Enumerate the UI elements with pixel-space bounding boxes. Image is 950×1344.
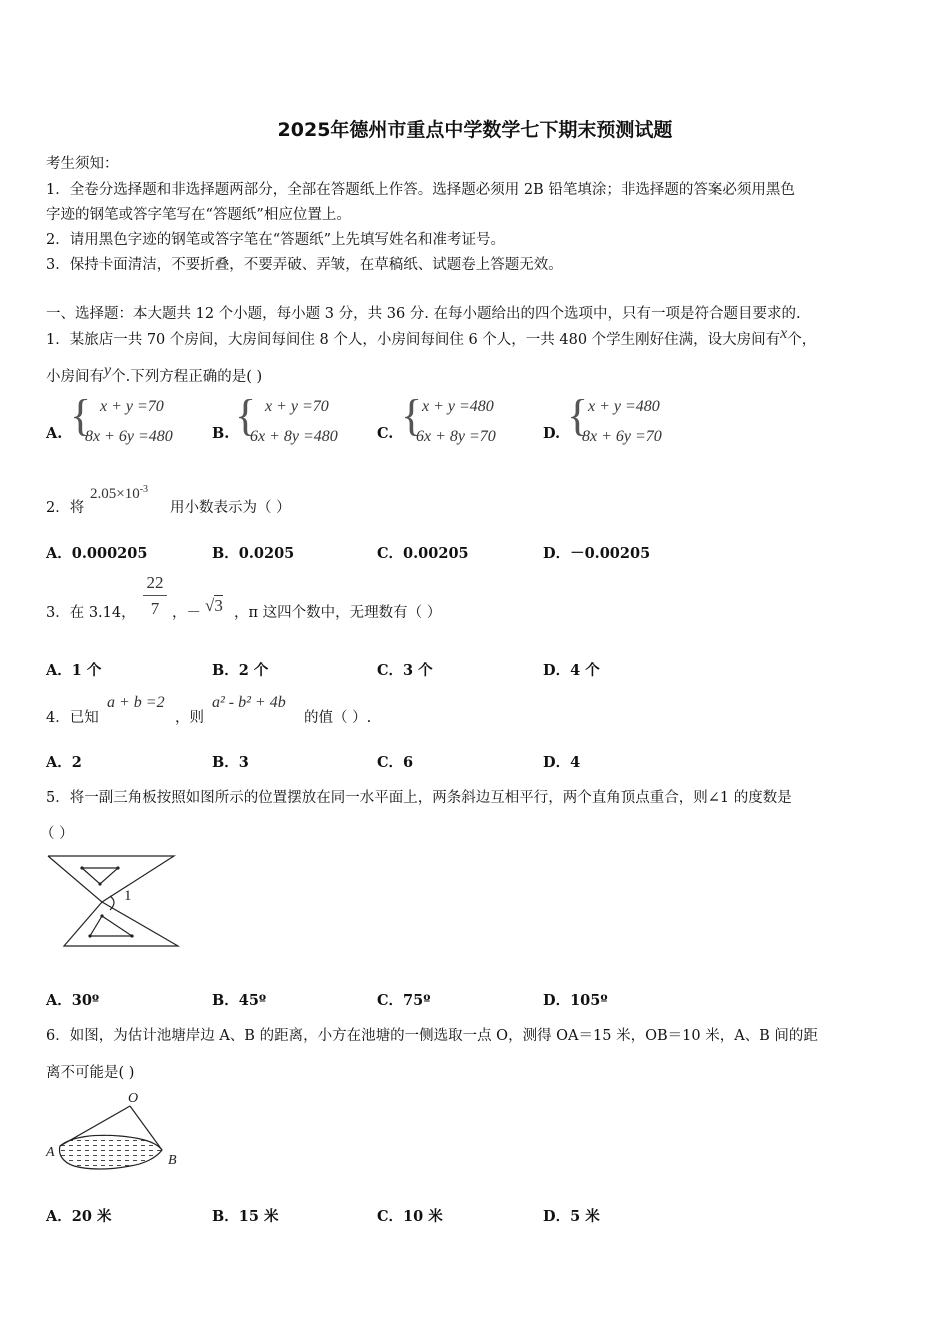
q4-option-b[interactable]: B．3 bbox=[212, 754, 249, 771]
notice-item-3: 3．保持卡面清洁，不要折叠，不要弄破、弄皱，在草稿纸、试题卷上答题无效。 bbox=[46, 257, 563, 273]
q3-text-end: ，π 这四个数中，无理数有（ ） bbox=[234, 605, 442, 621]
q5-triangle-figure bbox=[44, 850, 184, 956]
q1-option-c-label[interactable]: C. bbox=[377, 425, 394, 442]
q5-line-2: （ ） bbox=[40, 826, 74, 842]
q6-option-c[interactable]: C．10 米 bbox=[377, 1208, 443, 1225]
bottom-triangle bbox=[64, 902, 178, 946]
q2-option-a[interactable]: A．0.000205 bbox=[46, 545, 148, 562]
q3-option-a[interactable]: A．1 个 bbox=[46, 662, 102, 679]
pond-shape bbox=[60, 1135, 162, 1169]
q3-sqrt-arg: 3 bbox=[214, 596, 223, 615]
q1-option-c-eq-2: 6x + 8y =70 bbox=[416, 428, 496, 445]
q4-text-start: 4．已知 bbox=[46, 710, 99, 726]
q2-option-c[interactable]: C．0.00205 bbox=[377, 545, 469, 562]
q3-option-b[interactable]: B．2 个 bbox=[212, 662, 269, 679]
angle-label: 1 bbox=[124, 888, 132, 904]
q2-expression bbox=[90, 484, 148, 503]
q2-option-d[interactable]: D．－0.00205 bbox=[543, 545, 651, 562]
inner-top-triangle bbox=[82, 868, 118, 884]
q1-var-y: y bbox=[104, 362, 112, 379]
q5-option-b[interactable]: B．45º bbox=[212, 992, 267, 1009]
q1-var-x: x bbox=[780, 325, 788, 342]
q1-option-a-eq-1: x + y =70 bbox=[100, 398, 164, 415]
brace-icon: { bbox=[401, 391, 423, 440]
q2-base: 2.05×10 bbox=[90, 486, 140, 502]
q5-option-d[interactable]: D．105º bbox=[543, 992, 608, 1009]
q1-text: 1．某旅店一共 70 个房间，大房间每间住 8 个人，小房间每间住 6 个人，一共 480 个学生刚好住满，设大房间有 bbox=[46, 332, 781, 348]
label-a: A bbox=[46, 1145, 55, 1160]
q3-option-d[interactable]: D．4 个 bbox=[543, 662, 600, 679]
q3-option-c[interactable]: C．3 个 bbox=[377, 662, 433, 679]
q4-option-c[interactable]: C．6 bbox=[377, 754, 414, 771]
q1-option-a-eq-2: 8x + 6y =480 bbox=[85, 428, 173, 445]
q1-text-2: 小房间有 bbox=[46, 369, 104, 385]
label-o: O bbox=[128, 1091, 139, 1106]
q5-option-c[interactable]: C．75º bbox=[377, 992, 431, 1009]
q4-option-a[interactable]: A．2 bbox=[46, 754, 82, 771]
question-1-line-2 bbox=[46, 362, 263, 386]
q6-line-1: 6．如图，为估计池塘岸边 A、B 的距离，小方在池塘的一侧选取一点 O，测得 OA＝15 米，OB＝10 米，A、B 间的距 bbox=[46, 1028, 818, 1044]
notice-item-2: 2．请用黑色字迹的钢笔或答字笔在“答题纸”上先填写姓名和准考证号。 bbox=[46, 232, 506, 248]
brace-icon: { bbox=[567, 391, 589, 440]
q6-option-b[interactable]: B．15 米 bbox=[212, 1208, 279, 1225]
q2-text-end: 用小数表示为（ ） bbox=[170, 500, 291, 516]
notice-heading: 考生须知： bbox=[46, 156, 119, 172]
q1-option-a-label[interactable]: A. bbox=[46, 425, 63, 442]
brace-icon: { bbox=[235, 391, 257, 440]
q3-fraction-bar bbox=[143, 595, 167, 596]
top-triangle bbox=[48, 856, 174, 902]
q1-option-b-label[interactable]: B. bbox=[212, 425, 230, 442]
notice-item-1-line-2: 字迹的钢笔或答字笔写在“答题纸”相应位置上。 bbox=[46, 207, 351, 223]
q1-option-b-eq-2: 6x + 8y =480 bbox=[250, 428, 338, 445]
q1-option-d-eq-2: 8x + 6y =70 bbox=[582, 428, 662, 445]
notice-item-1-line-1: 1．全卷分选择题和非选择题两部分，全部在答题纸上作答。选择题必须用 2B 铅笔填涂；非选择题的答案必须用黑色 bbox=[46, 182, 795, 198]
q6-option-d[interactable]: D．5 米 bbox=[543, 1208, 600, 1225]
q4-text-mid: ，则 bbox=[175, 710, 204, 726]
q4-text-end: 的值（ ）. bbox=[304, 710, 372, 726]
q2-text-start: 2．将 bbox=[46, 500, 85, 516]
q3-text-start: 3．在 3.14， bbox=[46, 605, 136, 621]
sqrt-icon: √ bbox=[205, 596, 215, 615]
q4-condition: a + b =2 bbox=[107, 694, 165, 711]
q1-option-b-eq-1: x + y =70 bbox=[265, 398, 329, 415]
q1-option-d-label[interactable]: D. bbox=[543, 425, 561, 442]
brace-icon: { bbox=[70, 391, 92, 440]
q6-line-2: 离不可能是( ) bbox=[46, 1065, 135, 1081]
q1-text-end: 个， bbox=[787, 332, 817, 348]
section-heading: 一、选择题：本大题共 12 个小题，每小题 3 分，共 36 分. 在每小题给出的四个选项中，只有一项是符合题目要求的. bbox=[46, 306, 801, 322]
q3-sqrt bbox=[205, 596, 223, 616]
q2-option-b[interactable]: B．0.0205 bbox=[212, 545, 295, 562]
q5-line-1: 5．将一副三角板按照如图所示的位置摆放在同一水平面上，两条斜边互相平行，两个直角顶点重合，则∠1 的度数是 bbox=[46, 790, 792, 806]
q3-text-mid: ，－ bbox=[172, 605, 201, 621]
q6-option-a[interactable]: A．20 米 bbox=[46, 1208, 112, 1225]
q2-exponent: -3 bbox=[139, 484, 149, 495]
inner-bottom-triangle bbox=[90, 916, 132, 936]
q5-option-a[interactable]: A．30º bbox=[46, 992, 100, 1009]
q1-text-2-end: 个.下列方程正确的是( ) bbox=[111, 369, 263, 385]
angle-arc bbox=[110, 896, 114, 910]
q1-option-d-eq-1: x + y =480 bbox=[588, 398, 660, 415]
q4-expression: a² - b² + 4b bbox=[212, 694, 286, 711]
question-1-line-1 bbox=[46, 325, 817, 349]
q3-fraction-denominator: 7 bbox=[150, 599, 160, 618]
label-b: B bbox=[168, 1153, 177, 1168]
page-title: 2025年德州市重点中学数学七下期末预测试题 bbox=[277, 119, 673, 141]
q3-fraction-numerator: 22 bbox=[146, 573, 164, 592]
q1-option-c-eq-1: x + y =480 bbox=[422, 398, 494, 415]
q4-option-d[interactable]: D．4 bbox=[543, 754, 581, 771]
q6-pond-figure bbox=[44, 1088, 184, 1172]
